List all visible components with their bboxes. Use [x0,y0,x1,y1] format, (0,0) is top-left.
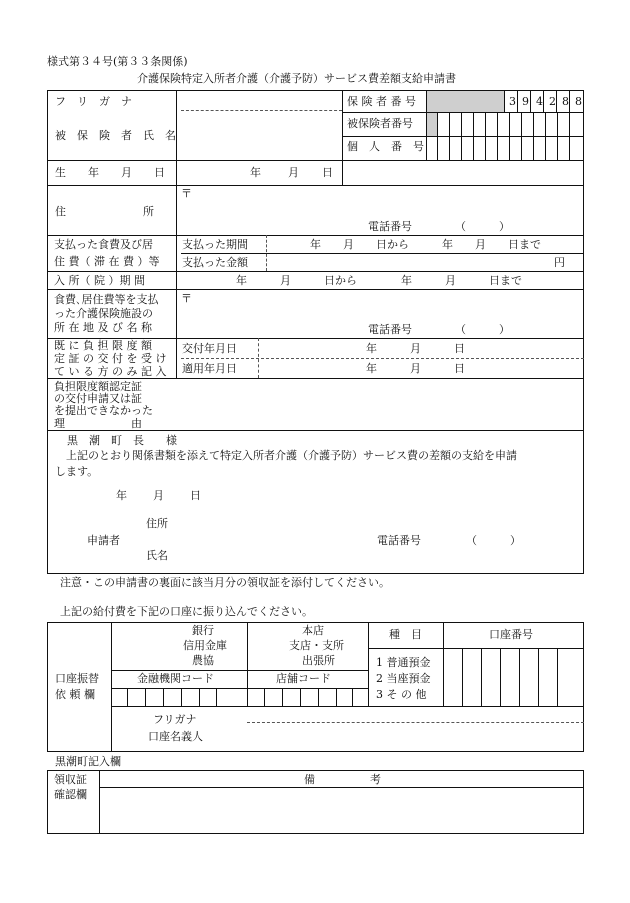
personal-number-label: 個 人 番 号 [347,140,424,153]
applicant-label: 申請者 [87,534,120,547]
birthdate-label: 生 年 月 日 [55,166,165,179]
issue-date-ymd: 年 月 日 [366,342,465,355]
kind-current: 2 当座預金 [376,672,431,685]
branch-code-label: 店舗コード [276,672,331,685]
reason-label-1: 負担限度額認定証 [54,380,142,393]
insurer-number-digits [501,91,584,112]
branch-type-branch: 支店・支所 [289,639,344,652]
paid-period-text: 年 月 日から 年 月 日まで [310,238,541,251]
receipt-check-label-2: 確認欄 [54,788,87,801]
insured-name-label: 被 保 険 者 氏 名 [55,129,176,142]
personal-cell-divider [557,136,558,160]
account-holder-label: 口座名義人 [148,730,203,743]
insurer-digit: 3 [509,95,516,108]
personal-cell-divider [461,136,462,160]
kind-other: 3 そ の 他 [376,688,427,701]
bank-code-cell-divider [216,688,217,706]
branch-type-sub: 出張所 [302,654,335,667]
insured-cell-divider [473,112,474,136]
remarks-label: 備 考 [304,773,381,786]
inst-type-ja: 農協 [192,654,214,667]
reason-label-4: 理 由 [54,417,142,430]
bank-section-label-1: 口座振替 [55,672,99,685]
insured-cell-divider [485,112,486,136]
insured-cell-divider [521,112,522,136]
phone-paren: （ ） [455,220,510,233]
personal-cell-divider [485,136,486,160]
branch-code-cell-divider [352,688,353,706]
personal-cell-divider [449,136,450,160]
branch-type-main: 本店 [302,624,324,637]
kind-ordinary: 1 普通預金 [376,656,431,669]
account-cell-divider [500,648,501,706]
account-cell-divider [462,648,463,706]
declaration-month: 月 [153,489,164,502]
birth-day: 日 [322,166,333,179]
phone-label: 電話番号 [368,220,412,233]
bank-intro: 上記の給付費を下記の口座に振り込んでください。 [60,605,313,618]
paid-period-label: 支払った期間 [182,238,248,251]
account-cell-divider [519,648,520,706]
admission-period-label: 入 所（ 院 ）期 間 [54,274,145,287]
bank-code-cell-divider [199,688,200,706]
address-label: 住 所 [55,205,154,218]
declaration-phone-label: 電話番号 [377,534,421,547]
personal-cell-divider [437,136,438,160]
facility-phone-paren: （ ） [455,323,510,336]
certified-label-3: て い る 方 の み 記 入 [54,365,167,378]
payment-label-line1: 支払った食費及び居 [54,238,153,251]
personal-cell-divider [545,136,546,160]
office-title: 黒潮町記入欄 [55,755,121,768]
bank-code-cell-divider [163,688,164,706]
insurer-digit: 9 [522,95,529,108]
account-cell-divider [481,648,482,706]
insured-cell-divider [557,112,558,136]
reason-label-2: の交付申請又は証 [54,392,142,405]
personal-cell-divider [473,136,474,160]
branch-code-cell-divider [336,688,337,706]
branch-code-cell-divider [264,688,265,706]
addressee: 黒 潮 町 長 様 [67,434,177,447]
branch-code-cell-divider [300,688,301,706]
birth-month: 月 [288,166,299,179]
facility-postal-mark: 〒 [181,292,192,305]
bank-code-cell-divider [127,688,128,706]
declaration-line1: 上記のとおり関係書類を添えて特定入所者介護（介護予防）サービス費の差額の支給を申請 [66,449,517,462]
bank-code-label: 金融機関コード [137,672,214,685]
certified-label-2: 定 証 の 交 付 を 受 け [54,352,167,365]
admission-period-text: 年 月 日から 年 月 日まで [236,274,522,287]
apply-date-ymd: 年 月 日 [366,362,465,375]
issue-date-label: 交付年月日 [182,342,237,355]
insured-number-label: 被保険者番号 [347,117,413,130]
insured-cell-divider [449,112,450,136]
apply-date-label: 適用年月日 [182,362,237,375]
birth-year: 年 [250,166,261,179]
insured-cell-divider [533,112,534,136]
insured-cell-divider [497,112,498,136]
declaration-phone-paren: （ ） [466,534,521,547]
insured-cell-divider [461,112,462,136]
insured-cell-divider [437,112,438,136]
insurer-digit: 2 [549,95,556,108]
bank-code-cell-divider [181,688,182,706]
personal-cell-divider [509,136,510,160]
insured-cell-divider [569,112,570,136]
declaration-line2: します。 [55,465,99,478]
applicant-name-label: 氏名 [146,549,168,562]
branch-code-cell-divider [282,688,283,706]
insurer-digit: 8 [575,95,582,108]
insured-cell-divider [545,112,546,136]
payment-label-line2: 住 費（ 滞 在 費 ）等 [54,255,160,268]
personal-cell-divider [569,136,570,160]
facility-label-1: 食費､居住費等を支払 [54,293,159,306]
insurer-digit: 4 [536,95,543,108]
insurer-digit: 8 [562,95,569,108]
yen-label: 円 [554,256,565,269]
notice: 注意・この申請書の裏面に該当月分の領収証を添付してください。 [60,576,390,589]
kind-label: 種 目 [389,628,422,641]
bank-code-cell-divider [145,688,146,706]
facility-label-2: った介護保険施設の [54,307,153,320]
paid-amount-label: 支払った金額 [182,256,248,269]
inst-type-bank: 銀行 [192,624,214,637]
declaration-year: 年 [116,489,127,502]
bank-section-label-2: 依 頼 欄 [55,688,95,701]
reason-label-3: を提出できなかった [54,404,153,417]
certified-label-1: 既 に 負 担 限 度 額 [54,339,152,352]
facility-label-3: 所 在 地 及 び 名 称 [54,321,152,334]
personal-cell-divider [533,136,534,160]
account-number-label: 口座番号 [489,628,533,641]
account-cell-divider [557,648,558,706]
insured-cell-divider [509,112,510,136]
branch-code-cell-divider [318,688,319,706]
declaration-day: 日 [190,489,201,502]
furigana-label: フリガナ [153,713,197,726]
insurer-number-label: 保 険 者 番 号 [347,95,416,108]
account-cell-divider [538,648,539,706]
receipt-check-label-1: 領収証 [54,773,87,786]
applicant-address-label: 住所 [146,517,168,530]
furigana-label: フ リ ガ ナ [55,95,132,108]
facility-phone-label: 電話番号 [368,323,412,336]
postal-mark: 〒 [181,187,192,200]
form-number: 様式第３４号(第３３条関係) [47,55,188,68]
personal-cell-divider [521,136,522,160]
form-title: 介護保険特定入所者介護（介護予防）サービス費差額支給申請書 [137,72,456,85]
personal-cell-divider [497,136,498,160]
inst-type-credit: 信用金庫 [183,639,227,652]
